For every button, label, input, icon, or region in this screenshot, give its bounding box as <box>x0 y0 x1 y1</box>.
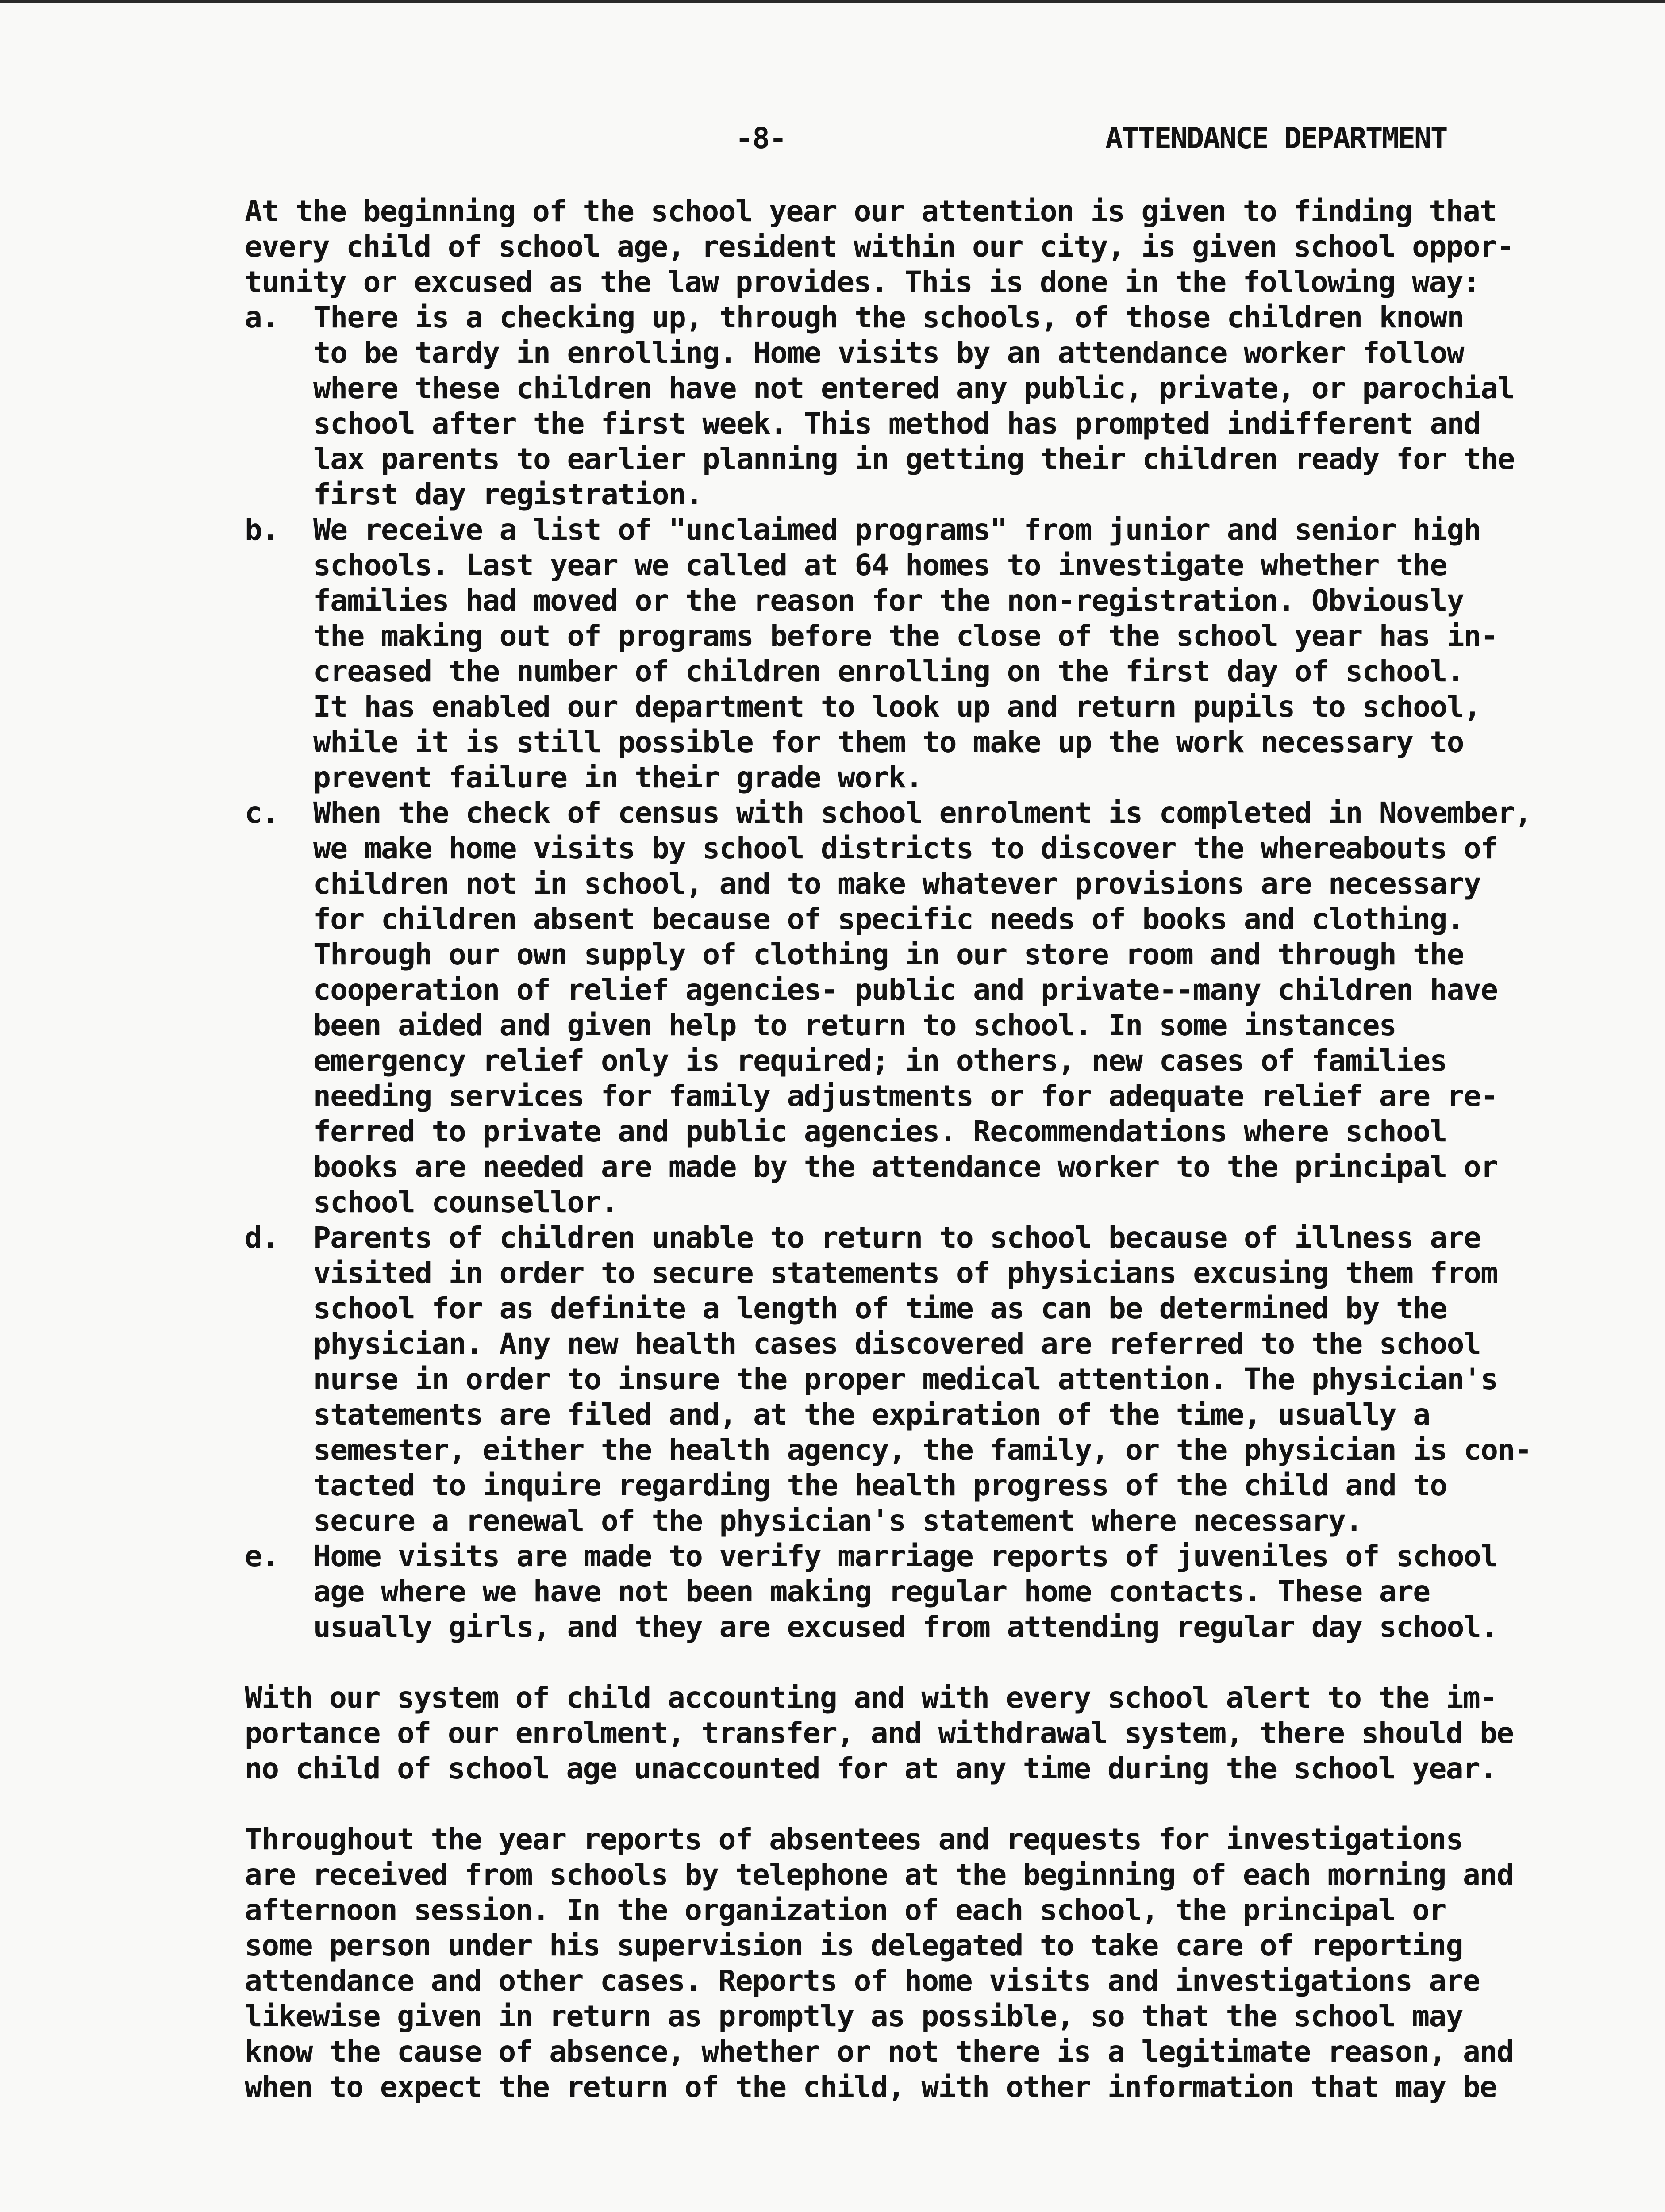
reports-paragraph <box>245 1822 1568 2105</box>
text-line: We receive a list of "unclaimed programs" from junior and senior high <box>313 513 1481 547</box>
text-line: school counsellor. <box>313 1185 618 1219</box>
text-line: while it is still possible for them to make up the work necessary to <box>313 725 1464 759</box>
text-line: usually girls, and they are excused from attending regular day school. <box>313 1610 1498 1644</box>
text-line: are received from schools by telephone at the beginning of each morning and <box>245 1858 1514 1892</box>
text-line: the making out of programs before the close of the school year has in- <box>313 619 1498 653</box>
text-line: likewise given in return as promptly as possible, so that the school may <box>245 1999 1463 2033</box>
text-line: books are needed are made by the attendance worker to the principal or <box>313 1150 1498 1184</box>
text-line: been aided and given help to return to school. In some instances <box>313 1008 1396 1042</box>
list-marker: c. <box>245 796 279 830</box>
text-line: cooperation of relief agencies- public and private--many children have <box>313 973 1498 1007</box>
list-item-e <box>245 1539 1568 1645</box>
text-line: With our system of child accounting and with every school alert to the im- <box>245 1681 1497 1715</box>
text-line: attendance and other cases. Reports of home visits and investigations are <box>245 1964 1480 1998</box>
text-line: Home visits are made to verify marriage reports of juveniles of school <box>313 1539 1498 1573</box>
page-number: -8- <box>735 121 786 155</box>
text-line: secure a renewal of the physician's statement where necessary. <box>313 1504 1362 1538</box>
list-marker: a. <box>245 300 279 334</box>
list-marker: d. <box>245 1221 279 1255</box>
text-line: where these children have not entered any public, private, or parochial <box>313 371 1515 405</box>
text-line: needing services for family adjustments or for adequate relief are re- <box>313 1079 1498 1113</box>
text-line: ferred to private and public agencies. Recommendations where school <box>313 1114 1447 1148</box>
text-line: tunity or excused as the law provides. This is done in the following way: <box>245 265 1480 299</box>
list-item-c <box>245 795 1568 1220</box>
accounting-paragraph <box>245 1680 1568 1786</box>
text-line: Through our own supply of clothing in our store room and through the <box>313 937 1464 972</box>
text-line: nurse in order to insure the proper medical attention. The physician's <box>313 1362 1498 1396</box>
text-line: emergency relief only is required; in others, new cases of families <box>313 1044 1447 1078</box>
department-header: ATTENDANCE DEPARTMENT <box>1105 121 1447 155</box>
text-line: prevent failure in their grade work. <box>313 760 923 795</box>
text-line: we make home visits by school districts to discover the whereabouts of <box>313 831 1498 865</box>
procedure-list <box>245 300 1568 1645</box>
text-line: age where we have not been making regular home contacts. These are <box>313 1575 1430 1609</box>
text-line: some person under his supervision is delegated to take care of reporting <box>245 1928 1463 1962</box>
list-item-a <box>245 300 1568 512</box>
text-line: It has enabled our department to look up and return pupils to school, <box>313 690 1481 724</box>
text-line: every child of school age, resident within our city, is given school oppor- <box>245 230 1514 264</box>
text-line: know the cause of absence, whether or not there is a legitimate reason, and <box>245 2035 1514 2069</box>
text-line: when to expect the return of the child, with other information that may be <box>245 2070 1497 2104</box>
text-line: to be tardy in enrolling. Home visits by an attendance worker follow <box>313 336 1464 370</box>
list-item-b <box>245 512 1568 795</box>
text-line: At the beginning of the school year our attention is given to finding that <box>245 194 1497 228</box>
text-line: families had moved or the reason for the non-registration. Obviously <box>313 584 1464 618</box>
intro-paragraph <box>245 194 1568 300</box>
text-line: semester, either the health agency, the family, or the physician is con- <box>313 1433 1531 1467</box>
text-line: school for as definite a length of time as can be determined by the <box>313 1291 1447 1325</box>
text-line: physician. Any new health cases discovered are referred to the school <box>313 1327 1481 1361</box>
text-line: creased the number of children enrolling on the first day of school. <box>313 654 1464 688</box>
text-line: tacted to inquire regarding the health progress of the child and to <box>313 1468 1447 1502</box>
text-line: children not in school, and to make whatever provisions are necessary <box>313 867 1481 901</box>
text-line: When the check of census with school enrolment is completed in November, <box>313 796 1531 830</box>
text-line: school after the first week. This method has prompted indifferent and <box>313 407 1481 441</box>
text-line: visited in order to secure statements of physicians excusing them from <box>313 1256 1498 1290</box>
text-line: Throughout the year reports of absentees and requests for investigations <box>245 1822 1463 1856</box>
list-item-d <box>245 1220 1568 1539</box>
text-line: portance of our enrolment, transfer, and withdrawal system, there should be <box>245 1716 1514 1750</box>
text-line: Parents of children unable to return to school because of illness are <box>313 1221 1481 1255</box>
text-line: lax parents to earlier planning in getting their children ready for the <box>313 442 1515 476</box>
text-line: for children absent because of specific needs of books and clothing. <box>313 902 1464 936</box>
list-marker: e. <box>245 1539 279 1573</box>
list-marker: b. <box>245 513 279 547</box>
text-line: afternoon session. In the organization of each school, the principal or <box>245 1893 1446 1927</box>
text-line: no child of school age unaccounted for at any time during the school year. <box>245 1751 1497 1786</box>
text-line: schools. Last year we called at 64 homes to investigate whether the <box>313 548 1447 582</box>
text-line: first day registration. <box>313 477 703 511</box>
text-line: There is a checking up, through the schools, of those children known <box>313 300 1464 334</box>
text-line: statements are filed and, at the expiration of the time, usually a <box>313 1398 1430 1432</box>
